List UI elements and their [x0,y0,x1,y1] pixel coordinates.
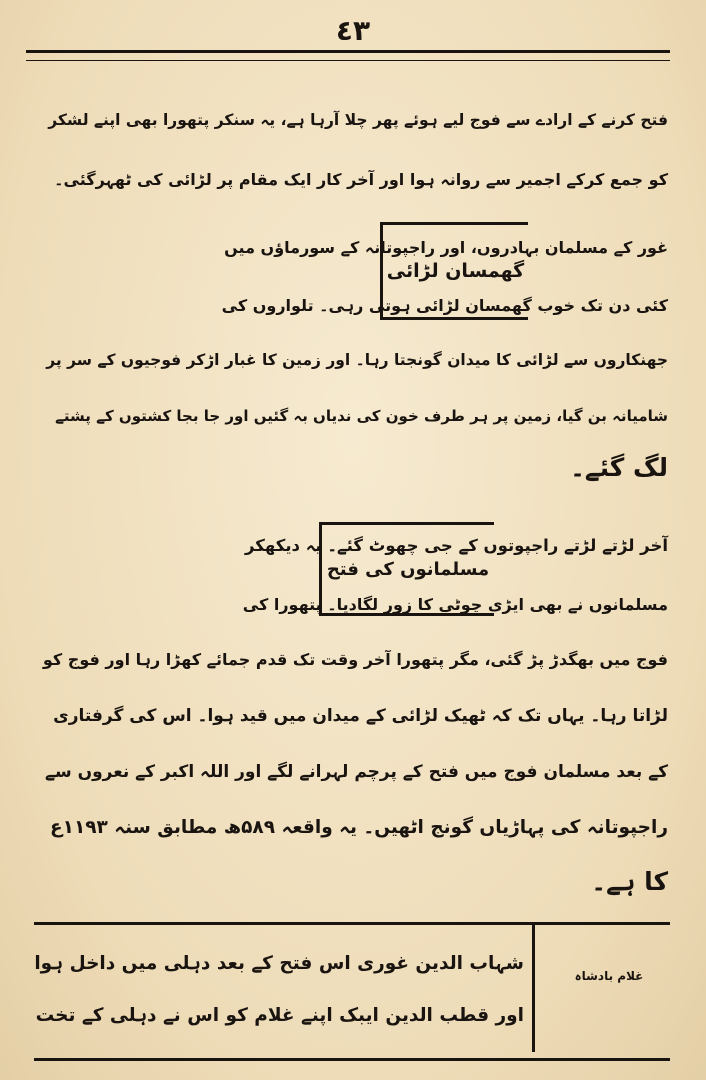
section-heading: غلام بادشاہ [574,969,644,983]
section-heading: گھمسان لڑائی [386,260,525,282]
section-heading: مسلمانوں کی فتح [326,558,490,580]
text-line: لڑاتا رہا۔ یہاں تک کہ ٹھیک لڑائی کے میدان میں قید ہوا۔ اس کی گرفتاری [53,706,668,726]
text-line: لگ گئے۔ [570,453,668,482]
text-line: جھنکاروں سے لڑائی کا میدان گونجتا رہا۔ اور زمین کا غبار اڑکر فوجیوں کے سر پر [46,351,668,369]
footer-rule [34,1058,670,1061]
header-rule-thin [26,60,670,61]
text-line: فوج میں بھگدڑ پڑ گئی، مگر پتھورا آخر وقت تک قدم جمائے کھڑا رہا اور فوج کو [42,650,668,669]
text-line: فتح کرنے کے ارادے سے فوج لیے ہوئے پھر چلا آرہا ہے، یہ سنکر پتھورا بھی اپنے لشکر [48,111,668,129]
text-line: کئی دن تک خوب گھمسان لڑائی ہوتی رہی۔ تلواروں کی [221,296,668,315]
page-number: ٤٣ [335,14,371,47]
heading-separator [532,922,535,1052]
text-line: شہاب الدین غوری اس فتح کے بعد دہلی میں داخل ہوا [34,953,524,974]
text-line: کا ہے۔ [591,867,668,896]
text-line: مسلمانوں نے بھی ایڑی چوٹی کا زور لگادیا۔ پتھورا کی [242,595,668,614]
text-line: غور کے مسلمان بہادروں، اور راجپوتانہ کے سورماؤں میں [224,238,668,257]
text-line: شامیانہ بن گیا، زمین پر ہر طرف خون کی ندیاں بہ گئیں اور جا بجا کشتوں کے پشتے [55,407,668,425]
section-divider [34,922,670,925]
text-line: راجپوتانہ کی پہاڑیاں گونج اٹھیں۔ یہ واقعہ ۵۸۹ھ مطابق سنہ ۱۱۹۳ع [50,817,668,838]
text-line: اور قطب الدین ایبک اپنے غلام کو اس نے دہلی کے تخت [35,1005,524,1026]
text-line: آخر لڑتے لڑتے راجپوتوں کے جی چھوٹ گئے۔ یہ دیکھکر [244,536,668,555]
text-line: کے بعد مسلمان فوج میں فتح کے پرچم لہرانے لگے اور اللہ اکبر کے نعروں سے [45,762,668,782]
header-rule [26,50,670,53]
text-line: کو جمع کرکے اجمیر سے روانہ ہوا اور آخر کار ایک مقام پر لڑائی کی ٹھہرگئی۔ [54,170,668,189]
